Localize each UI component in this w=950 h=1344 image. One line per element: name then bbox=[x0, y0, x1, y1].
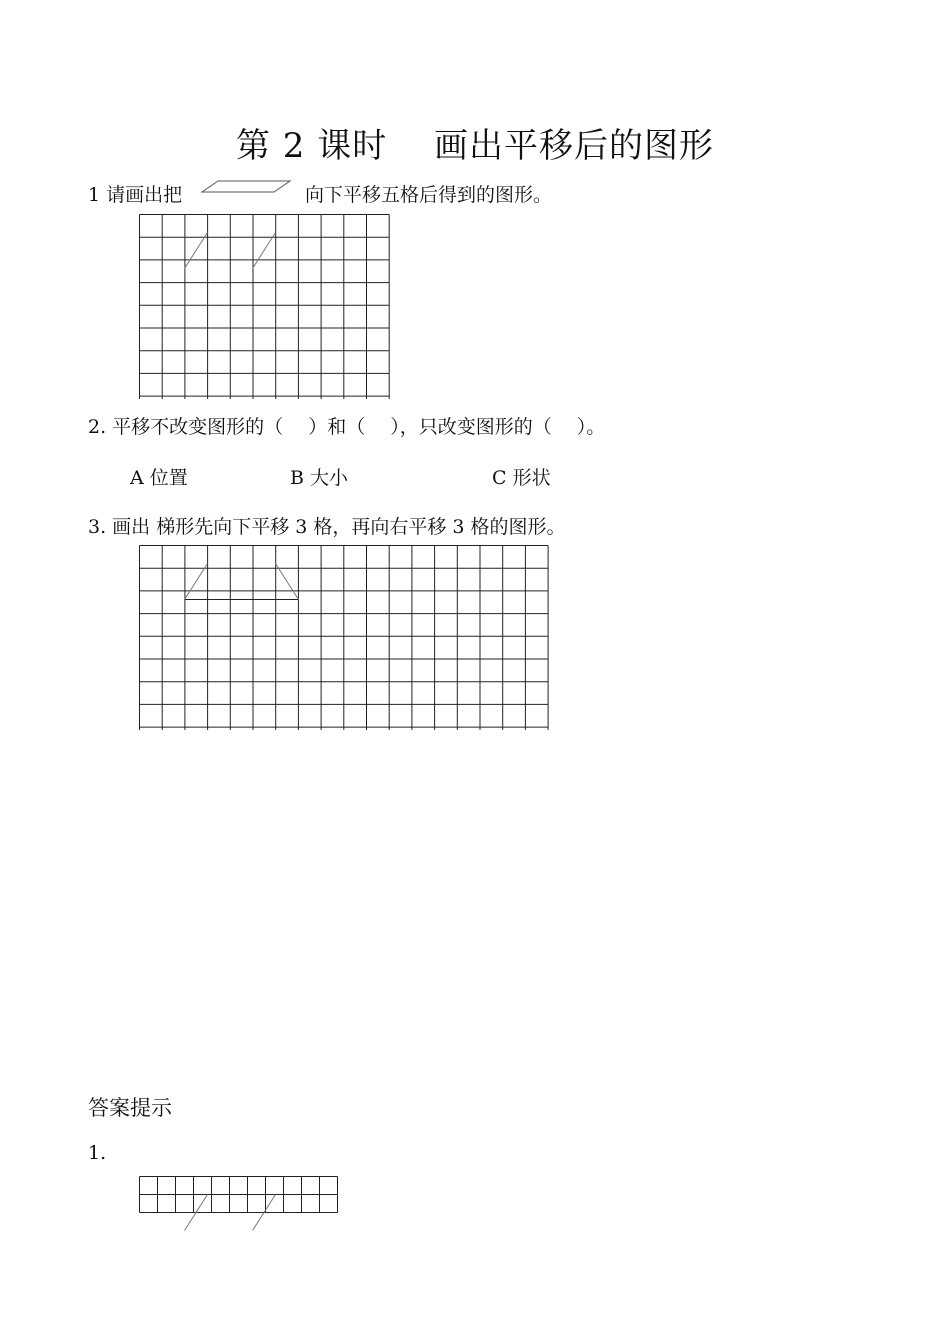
option-a: A 位置 bbox=[130, 467, 188, 489]
grid-question-1 bbox=[139, 214, 391, 399]
question-1-suffix: 向下平移五格后得到的图形。 bbox=[305, 184, 553, 206]
option-c: C 形状 bbox=[492, 467, 551, 489]
answers-title: 答案提示 bbox=[88, 1096, 172, 1120]
answer-1-label: 1. bbox=[88, 1142, 107, 1164]
trapezoid-shape bbox=[185, 564, 299, 600]
parallelogram-icon bbox=[200, 180, 295, 194]
question-3: 3. 画出 梯形先向下平移 3 格，再向右平移 3 格的图形。 bbox=[88, 516, 566, 538]
question-2: 2. 平移不改变图形的（ ）和（ ），只改变图形的（ ）。 bbox=[88, 416, 606, 438]
grid-question-3 bbox=[139, 545, 551, 730]
page-title: 第 2 课时 画出平移后的图形 bbox=[235, 126, 715, 166]
grid-answer-1 bbox=[139, 1176, 391, 1236]
question-1-prefix: 1 请画出把 bbox=[88, 184, 183, 206]
option-b: B 大小 bbox=[290, 467, 349, 489]
